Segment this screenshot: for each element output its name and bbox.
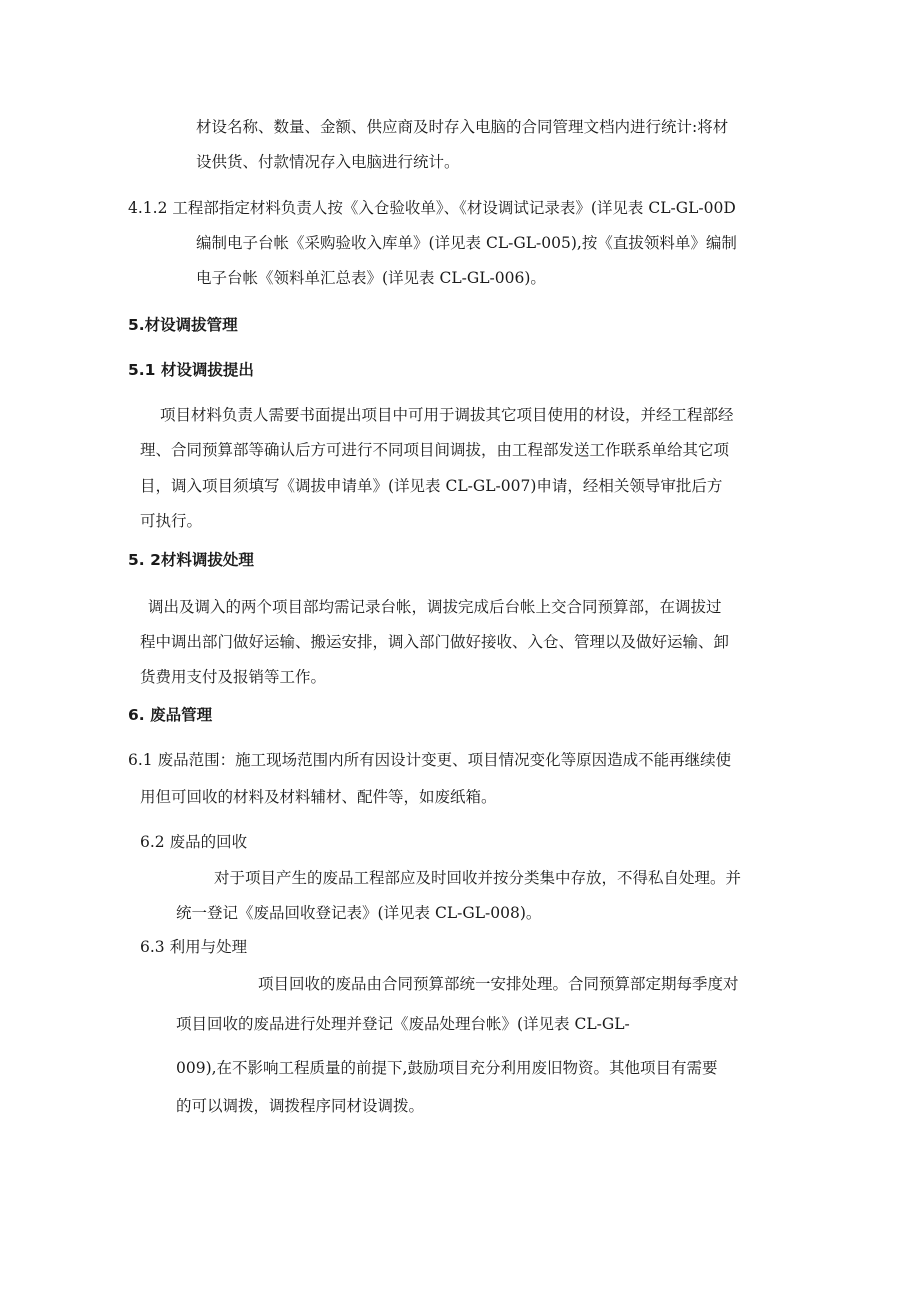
paragraph-line: 项目回收的废品进行处理并登记《废品处理台帐》(详见表 CL-GL- <box>176 1015 630 1033</box>
paragraph-line: 材设名称、数量、金额、供应商及时存入电脑的合同管理文档内进行统计:将材 <box>196 118 729 136</box>
paragraph-line: 编制电子台帐《采购验收入库单》(详见表 CL-GL-005),按《直拔领料单》编制 <box>196 234 737 252</box>
paragraph-line: 设供货、付款情况存入电脑进行统计。 <box>196 153 460 171</box>
paragraph-line: 项目回收的废品由合同预算部统一安排处理。合同预算部定期每季度对 <box>258 975 739 993</box>
paragraph-line: 用但可回收的材料及材料辅材、配件等，如废纸箱。 <box>140 788 497 806</box>
heading-5-1: 5.1 材设调拔提出 <box>128 361 254 379</box>
heading-5: 5.材设调拔管理 <box>128 316 238 334</box>
heading-6-3: 6.3 利用与处理 <box>140 938 248 956</box>
paragraph-line: 可执行。 <box>140 512 203 530</box>
paragraph-line: 项目材料负责人需要书面提出项目中可用于调拔其它项目使用的材设，并经工程部经 <box>160 406 734 424</box>
paragraph-line: 货费用支付及报销等工作。 <box>140 668 327 686</box>
heading-6-2: 6.2 废品的回收 <box>140 833 248 851</box>
paragraph-line: 目，调入项目须填写《调拔申请单》(详见表 CL-GL-007)申请，经相关领导审批后方 <box>140 477 723 495</box>
paragraph-line: 的可以调拨，调拨程序同材设调拨。 <box>176 1097 425 1115</box>
paragraph-line: 6.1 废品范围：施工现场范围内所有因设计变更、项目情况变化等原因造成不能再继续使 <box>128 751 732 769</box>
paragraph-line: 调出及调入的两个项目部均需记录台帐，调拔完成后台帐上交合同预算部，在调拔过 <box>148 598 722 616</box>
heading-5-2: 5. 2材料调拔处理 <box>128 551 254 569</box>
paragraph-line: 009),在不影响工程质量的前提下,鼓励项目充分利用废旧物资。其他项目有需要 <box>176 1059 718 1077</box>
heading-6: 6. 废品管理 <box>128 706 213 724</box>
paragraph-line: 电子台帐《领料单汇总表》(详见表 CL-GL-006)。 <box>196 269 546 287</box>
paragraph-line: 对于项目产生的废品工程部应及时回收并按分类集中存放，不得私自处理。并 <box>214 869 742 887</box>
paragraph-line: 程中调出部门做好运输、搬运安排，调入部门做好接收、入仓、管理以及做好运输、卸 <box>140 633 730 651</box>
paragraph-line: 理、合同预算部等确认后方可进行不同项目间调拔，由工程部发送工作联系单给其它项 <box>140 441 730 459</box>
paragraph-line: 统一登记《废品回收登记表》(详见表 CL-GL-008)。 <box>176 904 542 922</box>
section-4-1-2-line: 4.1.2 工程部指定材料负责人按《入仓验收单》、《材设调试记录表》(详见表 CL-GL-00D <box>128 199 736 217</box>
